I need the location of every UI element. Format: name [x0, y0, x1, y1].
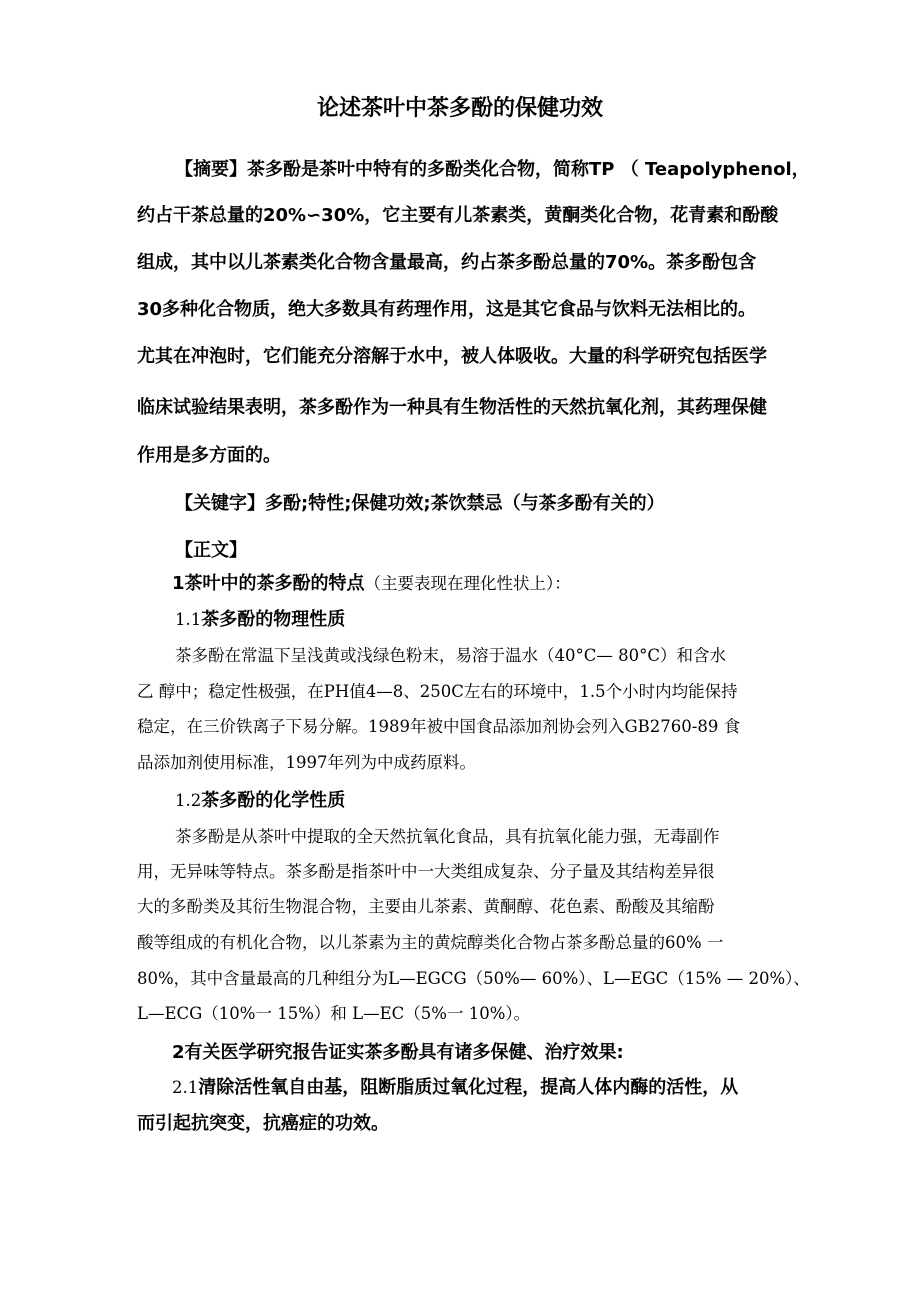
paragraph-line: 茶多酚在常温下呈浅黄或浅绿色粉末，易溶于温水（40°C— 80°C）和含水: [175, 646, 726, 665]
section-text: 清除活性氧自由基，阻断脂质过氧化过程，提高人体内酶的活性，从: [198, 1077, 739, 1098]
section-2-heading: 2有关医学研究报告证实茶多酚具有诸多保健、治疗效果:: [172, 1042, 624, 1063]
abstract-line: 作用是多方面的。: [137, 445, 281, 466]
section-title: 茶多酚的化学性质: [201, 790, 346, 811]
section-number: 1.2: [175, 791, 202, 810]
paragraph-line: L—ECG（10%一 15%）和 L—EC（5%一 10%）。: [137, 1004, 531, 1023]
document-title: 论述茶叶中茶多酚的保健功效: [316, 96, 603, 121]
paragraph-line: 品添加剂使用标准，1997年列为中成药原料。: [137, 753, 476, 772]
abstract-line: 【摘要】茶多酚是茶叶中特有的多酚类化合物，简称TP （ Teapolyphenol，: [175, 159, 810, 180]
section-title: 茶多酚的物理性质: [201, 609, 346, 630]
section-1-heading: [172, 572, 571, 596]
section-2-1-line: [172, 1076, 738, 1100]
section-number: 1.1: [175, 610, 202, 629]
paragraph-line: 稳定，在三价铁离子下易分解。1989年被中国食品添加剂协会列入GB2760-89 食: [137, 717, 741, 736]
keywords: 【关键字】多酚;特性;保健功效;茶饮禁忌（与茶多酚有关的）: [175, 493, 665, 514]
abstract-line: 约占干茶总量的20%∽30%，它主要有儿茶素类，黄酮类化合物，花青素和酚酸: [137, 205, 779, 226]
section-1-1-heading: [175, 608, 345, 632]
body-label: 【正文】: [175, 540, 247, 561]
paragraph-line: 乙 醇中；稳定性极强，在PH值4—8、250C左右的环境中，1.5个小时内均能保持: [137, 682, 738, 701]
paragraph-line: 大的多酚类及其衍生物混合物，主要由儿茶素、黄酮醇、花色素、酚酸及其缩酚: [137, 897, 715, 916]
abstract-line: 组成，其中以儿茶素类化合物含量最高，约占茶多酚总量的70%。茶多酚包含: [137, 252, 757, 273]
section-1-heading-text: 1茶叶中的茶多酚的特点: [172, 573, 365, 594]
abstract-line: 临床试验结果表明，茶多酚作为一种具有生物活性的天然抗氧化剂，其药理保健: [137, 397, 767, 418]
abstract-line: 30多种化合物质，绝大多数具有药理作用，这是其它食品与饮料无法相比的。: [137, 299, 757, 320]
section-2-1-line: 而引起抗突变，抗癌症的功效。: [137, 1113, 389, 1134]
paragraph-line: 80%，其中含量最高的几种组分为L—EGCG（50%— 60%）、L—EGC（15% — 20%）、: [137, 969, 810, 988]
section-1-heading-note: （主要表现在理化性状上）：: [364, 574, 571, 593]
paragraph-line: 茶多酚是从茶叶中提取的全天然抗氧化食品，具有抗氧化能力强，无毒副作: [175, 827, 720, 846]
abstract-line: 尤其在冲泡时，它们能充分溶解于水中，被人体吸收。大量的科学研究包括医学: [137, 346, 767, 367]
section-number: 2.1: [172, 1078, 199, 1097]
section-1-2-heading: [175, 789, 345, 813]
paragraph-line: 用，无异味等特点。茶多酚是指茶叶中一大类组成复杂、分子量及其结构差异很: [137, 862, 715, 881]
paragraph-line: 酸等组成的有机化合物，以儿茶素为主的黄烷醇类化合物占茶多酚总量的60% 一: [137, 933, 724, 952]
